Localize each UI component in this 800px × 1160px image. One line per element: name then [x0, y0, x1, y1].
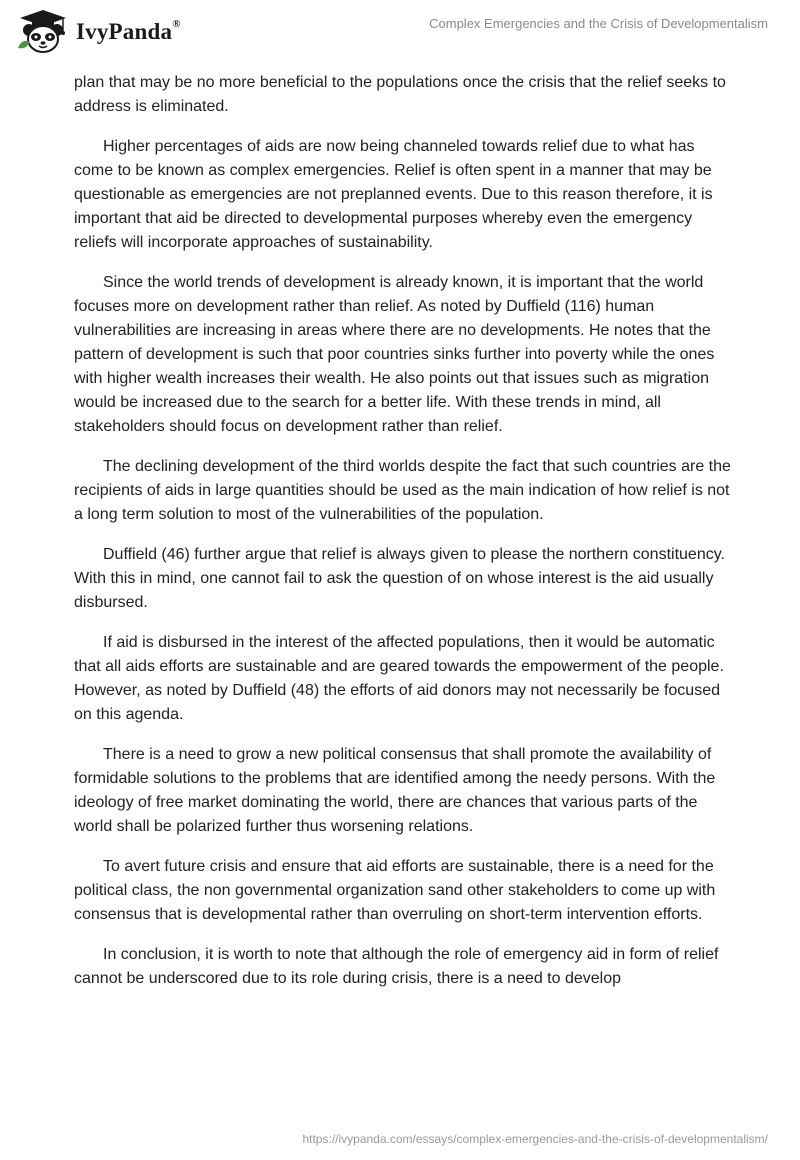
essay-body	[74, 71, 734, 1007]
page-header	[0, 0, 800, 70]
paragraph: If aid is disbursed in the interest of the affected populations, then it would be automatic that all aids efforts are sustainable and are geared towards the empowerment of the people. However, as noted by Duffield (48) the efforts of aid donors may not necessarily be focused on this agenda.	[74, 634, 724, 723]
paragraph: Since the world trends of development is already known, it is important that the world focuses more on development rather than relief. As noted by Duffield (116) human vulnerabilities are increasing in areas where there are no developments. He notes that the pattern of development is such that poor countries sinks further into poverty while the ones with higher wealth increases their wealth. He also points out that issues such as migration would be increased due to the search for a better life. With these trends in mind, all stakeholders should focus on development rather than relief.	[74, 274, 715, 435]
registered-mark: ®	[172, 18, 181, 31]
paragraph: To avert future crisis and ensure that aid efforts are sustainable, there is a need for the political class, the non governmental organization sand other stakeholders to come up with consensus that is developmental rather than overruling on short-term intervention efforts.	[74, 858, 716, 923]
paragraph: There is a need to grow a new political consensus that shall promote the availability of formidable solutions to the problems that are identified among the needy persons. With the ideology of free market dominating the world, there are chances that various parts of the world shall be polarized further thus worsening relations.	[74, 746, 716, 835]
document-title: Complex Emergencies and the Crisis of Developmentalism	[429, 16, 768, 31]
paragraph: In conclusion, it is worth to note that although the role of emergency aid in form of relief cannot be underscored due to its role during crisis, there is a need to develop	[74, 946, 719, 987]
panda-graduate-icon	[14, 8, 72, 56]
paragraph: Duffield (46) further argue that relief is always given to please the northern constituency. With this in mind, one cannot fail to ask the question of on whose interest is the aid usually disbursed.	[74, 546, 725, 611]
paragraph: The declining development of the third worlds despite the fact that such countries are the recipients of aids in large quantities should be used as the main indication of how relief is not a long term solution to most of the vulnerabilities of the population.	[74, 458, 731, 523]
paragraph: Higher percentages of aids are now being channeled towards relief due to what has come to be known as complex emergencies. Relief is often spent in a manner that may be questionable as emergencies are not preplanned events. Due to this reason therefore, it is important that aid be directed to developmental purposes whereby even the emergency reliefs will incorporate approaches of sustainability.	[74, 138, 713, 251]
paragraph: plan that may be no more beneficial to the populations once the crisis that the relief seeks to address is eliminated.	[74, 74, 726, 115]
source-url-link[interactable]: https://ivypanda.com/essays/complex-emergencies-and-the-crisis-of-developmentalism/	[302, 1132, 768, 1146]
brand-name: IvyPanda®	[76, 18, 181, 44]
brand-logo[interactable]	[14, 8, 181, 56]
